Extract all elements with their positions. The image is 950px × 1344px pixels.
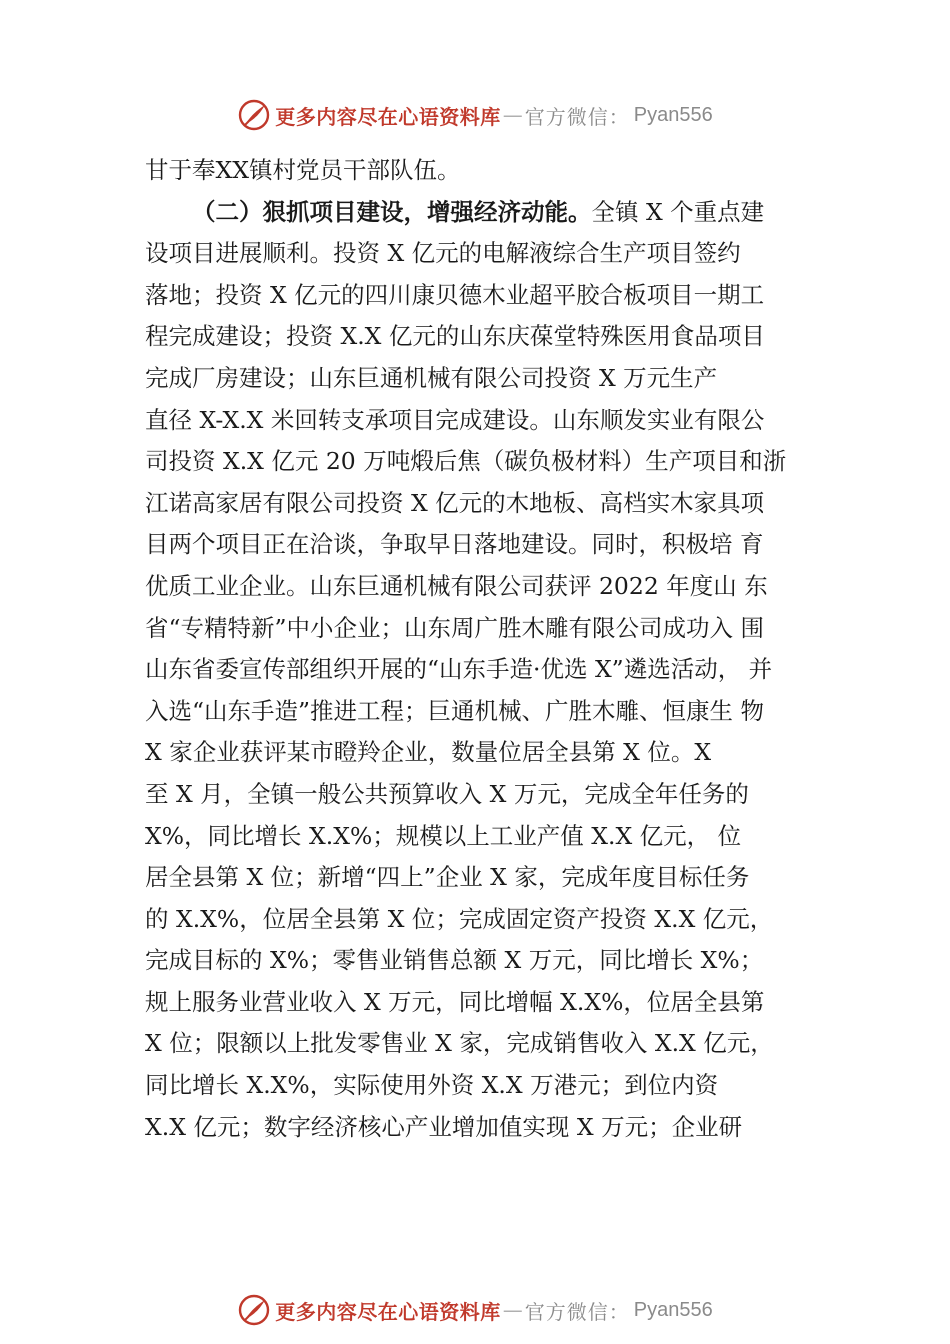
text-line: 居全县第 X 位；新增“四上”企业 X 家，完成年度目标任务: [145, 863, 750, 892]
text-line: 规上服务业营业收入 X 万元，同比增幅 X.X%，位居全县第: [145, 987, 765, 1016]
footer-watermark: [0, 1290, 950, 1330]
text-line: X%，同比增长 X.X%；规模以上工业产值 X.X 亿元， 位: [145, 821, 742, 850]
text-line: 甘于奉XX镇村党员干部队伍。: [145, 156, 461, 184]
header-watermark: [0, 95, 950, 135]
watermark-library-text: 更多内容尽在心语资料库: [275, 1299, 501, 1324]
text-line: 的 X.X%，位居全县第 X 位；完成固定资产投资 X.X 亿元，: [145, 904, 774, 933]
text-line: 设项目进展顺利。投资 X 亿元的电解液综合生产项目签约: [145, 239, 741, 268]
text-line: 同比增长 X.X%，实际使用外资 X.X 万港元；到位内资: [145, 1071, 719, 1100]
watermark-wechat-label: 官方微信：: [524, 1299, 630, 1324]
text-line: 目两个项目正在洽谈，争取早日落地建设。同时，积极培 育: [145, 530, 764, 559]
watermark-library-text: 更多内容尽在心语资料库: [275, 104, 501, 129]
feather-pen-logo-icon: [237, 98, 271, 132]
text-line: 程完成建设；投资 X.X 亿元的山东庆葆堂特殊医用食品项目: [145, 322, 765, 351]
text-line: 省“专精特新”中小企业；山东周广胜木雕有限公司成功入 围: [145, 613, 764, 642]
text-line: 入选“山东手造”推进工程；巨通机械、广胜木雕、恒康生 物: [145, 696, 764, 725]
text-line: 完成目标的 X%；零售业销售总额 X 万元，同比增长 X%；: [145, 946, 764, 975]
text-line: 优质工业企业。山东巨通机械有限公司获评 2022 年度山 东: [145, 571, 768, 600]
watermark-wechat-id: Pyan556: [633, 103, 713, 126]
feather-pen-logo-icon: [237, 1293, 271, 1327]
watermark-dash: —: [502, 103, 523, 127]
watermark-dash: —: [502, 1298, 523, 1322]
text-line: 落地；投资 X 亿元的四川康贝德木业超平胶合板项目一期工: [145, 280, 765, 309]
text-line: X 位；限额以上批发零售业 X 家，完成销售收入 X.X 亿元，: [145, 1029, 774, 1058]
section-heading: （二）狠抓项目建设，增强经济动能。: [192, 197, 592, 226]
text-line: 司投资 X.X 亿元 20 万吨煅后焦（碳负极材料）生产项目和浙: [145, 447, 787, 476]
text-line: X 家企业获评某市瞪羚企业，数量位居全县第 X 位。X: [145, 738, 712, 767]
text-line: 全镇 X 个重点建: [591, 197, 765, 226]
text-line: 直径 X-X.X 米回转支承项目完成建设。山东顺发实业有限公: [145, 405, 765, 434]
text-line: X.X 亿元；数字经济核心产业增加值实现 X 万元；企业研: [145, 1112, 743, 1141]
section-paragraph-start: [145, 192, 830, 234]
text-line: 完成厂房建设；山东巨通机械有限公司投资 X 万元生产: [145, 363, 718, 392]
document-body: [145, 150, 830, 1148]
watermark-wechat-id: Pyan556: [633, 1298, 713, 1321]
watermark-wechat-label: 官方微信：: [524, 104, 630, 129]
text-line: 至 X 月，全镇一般公共预算收入 X 万元，完成全年任务的: [145, 779, 749, 808]
text-line: 江诺高家居有限公司投资 X 亿元的木地板、高档实木家具项: [145, 488, 765, 517]
text-line: 山东省委宣传部组织开展的“山东手造·优选 X”遴选活动， 并: [145, 655, 773, 684]
